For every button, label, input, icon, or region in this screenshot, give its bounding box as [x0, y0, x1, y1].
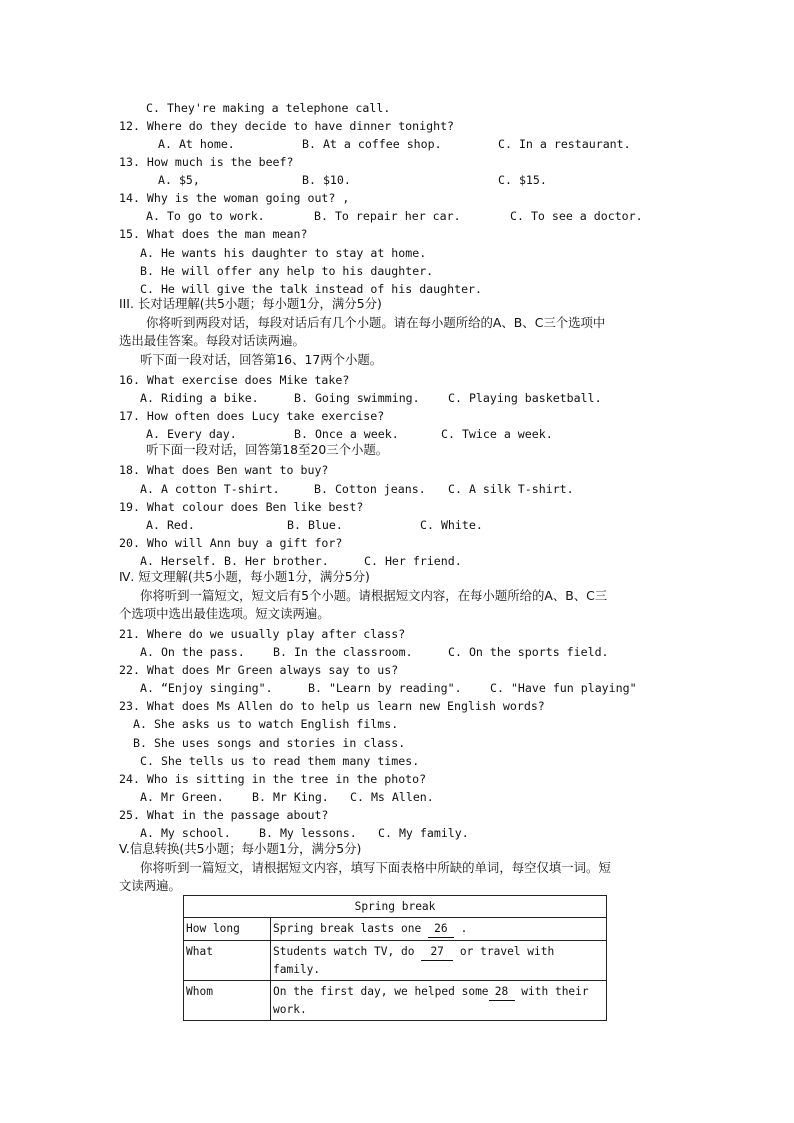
q20-option-c: C. Her friend. — [364, 554, 462, 568]
q12-option-c: C. In a restaurant. — [498, 137, 631, 151]
q15-option-b: B. He will offer any help to his daughter. — [140, 264, 434, 278]
row-label-whom: Whom — [184, 981, 271, 1021]
q13-option-a: A. $5, — [158, 173, 200, 187]
q12-option-a: A. At home. — [158, 137, 235, 151]
cell-text: Spring break lasts one — [273, 922, 428, 935]
cell-text: Students watch TV, do — [273, 945, 422, 958]
q18-option-b: B. Cotton jeans. — [314, 482, 426, 496]
q19-option-a: A. Red. — [146, 518, 195, 532]
q16-option-c: C. Playing basketball. — [448, 391, 602, 405]
row-content-how-long — [271, 918, 607, 941]
answer-blank-28: 28 — [489, 983, 515, 1001]
section-5-heading: V.信息转换(共5小题；每小题1分，满分5分) — [119, 841, 362, 856]
section-4-instruction-line-1: 你将听到一篇短文，短文后有5个小题。请根据短文内容，在每小题所给的A、B、C三 — [140, 588, 608, 603]
question-25: 25. What in the passage about? — [119, 808, 329, 822]
q15-option-a: A. He wants his daughter to stay at home. — [140, 246, 427, 260]
q21-option-b: B. In the classroom. — [273, 645, 413, 659]
question-22: 22. What does Mr Green always say to us? — [119, 663, 399, 677]
q19-option-c: C. White. — [420, 518, 483, 532]
question-13: 13. How much is the beef? — [119, 155, 294, 169]
q23-option-c: C. She tells us to read them many times. — [140, 754, 420, 768]
q14-option-c: C. To see a doctor. — [510, 209, 643, 223]
q25-option-b: B. My lessons. — [259, 826, 357, 840]
question-16: 16. What exercise does Mike take? — [119, 373, 350, 387]
q18-option-c: C. A silk T-shirt. — [448, 482, 574, 496]
section-3-instruction-line-2: 选出最佳答案。每段对话读两遍。 — [119, 333, 305, 348]
q17-option-b: B. Once a week. — [294, 427, 399, 441]
q22-option-b: B. "Learn by reading". — [308, 681, 462, 695]
row-label-how-long: How long — [184, 918, 271, 941]
q24-option-b: B. Mr King. — [252, 790, 329, 804]
q15-option-c: C. He will give the talk instead of his daughter. — [140, 282, 483, 296]
section-5-instruction-line-1: 你将听到一篇短文，请根据短文内容，填写下面表格中所缺的单词，每空仅填一词。短 — [140, 860, 611, 875]
question-15: 15. What does the man mean? — [119, 227, 308, 241]
question-12: 12. Where do they decide to have dinner tonight? — [119, 119, 455, 133]
row-label-what: What — [184, 941, 271, 981]
q23-option-a: A. She asks us to watch English films. — [133, 717, 399, 731]
question-17: 17. How often does Lucy take exercise? — [119, 409, 385, 423]
question-23: 23. What does Ms Allen do to help us learn new English words? — [119, 699, 545, 713]
question-18: 18. What does Ben want to buy? — [119, 463, 329, 477]
section-3-instruction-line-1: 你将听到两段对话，每段对话后有几个小题。请在每小题所给的A、B、C三个选项中 — [146, 315, 606, 330]
dialogue-2-instruction: 听下面一段对话，回答第18至20三个小题。 — [146, 442, 389, 457]
section-4-instruction-line-2: 个选项中选出最佳选项。短文读两遍。 — [119, 606, 330, 621]
q20-option-b: B. Her brother. — [224, 554, 329, 568]
q20-option-a: A. Herself. — [140, 554, 217, 568]
q16-option-a: A. Riding a bike. — [140, 391, 259, 405]
q17-option-a: A. Every day. — [146, 427, 237, 441]
q24-option-c: C. Ms Allen. — [350, 790, 434, 804]
cell-text: or travel with family. — [273, 945, 555, 976]
answer-blank-27: 27 — [421, 943, 453, 961]
q25-option-c: C. My family. — [378, 826, 469, 840]
q23-option-b: B. She uses songs and stories in class. — [133, 736, 406, 750]
q12-option-b: B. At a coffee shop. — [302, 137, 442, 151]
cell-text: On the first day, we helped some — [273, 985, 489, 998]
row-content-what — [271, 941, 607, 981]
question-24: 24. Who is sitting in the tree in the photo? — [119, 772, 427, 786]
cell-text: . — [453, 922, 468, 935]
table-row — [184, 918, 607, 941]
q13-option-b: B. $10. — [302, 173, 351, 187]
table-row — [184, 941, 607, 981]
q22-option-c: C. "Have fun playing" — [490, 681, 637, 695]
question-19: 19. What colour does Ben like best? — [119, 500, 364, 514]
q13-option-c: C. $15. — [498, 173, 547, 187]
table-row — [184, 981, 607, 1021]
q16-option-b: B. Going swimming. — [294, 391, 420, 405]
q25-option-a: A. My school. — [140, 826, 231, 840]
section-4-heading: Ⅳ. 短文理解(共5小题，每小题1分，满分5分) — [119, 569, 370, 584]
row-content-whom — [271, 981, 607, 1021]
q21-option-c: C. On the sports field. — [448, 645, 609, 659]
cell-text: with their work. — [273, 985, 589, 1016]
answer-blank-26: 26 — [428, 920, 454, 938]
section-5-instruction-line-2: 文读两遍。 — [119, 878, 181, 893]
q22-option-a: A. “Enjoy singing". — [140, 681, 273, 695]
dialogue-1-instruction: 听下面一段对话，回答第16、17两个小题。 — [140, 352, 383, 367]
question-14: 14. Why is the woman going out? , — [119, 191, 350, 205]
q21-option-a: A. On the pass. — [140, 645, 245, 659]
q24-option-a: A. Mr Green. — [140, 790, 224, 804]
q11-option-c: C. They're making a telephone call. — [146, 101, 391, 115]
q14-option-b: B. To repair her car. — [314, 209, 461, 223]
question-21: 21. Where do we usually play after class? — [119, 627, 406, 641]
q19-option-b: B. Blue. — [287, 518, 343, 532]
q18-option-a: A. A cotton T-shirt. — [140, 482, 280, 496]
section-3-heading: III. 长对话理解(共5小题；每小题1分，满分5分) — [119, 296, 382, 311]
q17-option-c: C. Twice a week. — [441, 427, 553, 441]
table-title: Spring break — [184, 896, 607, 918]
spring-break-table — [183, 895, 607, 1021]
q14-option-a: A. To go to work. — [146, 209, 265, 223]
question-20: 20. Who will Ann buy a gift for? — [119, 536, 343, 550]
